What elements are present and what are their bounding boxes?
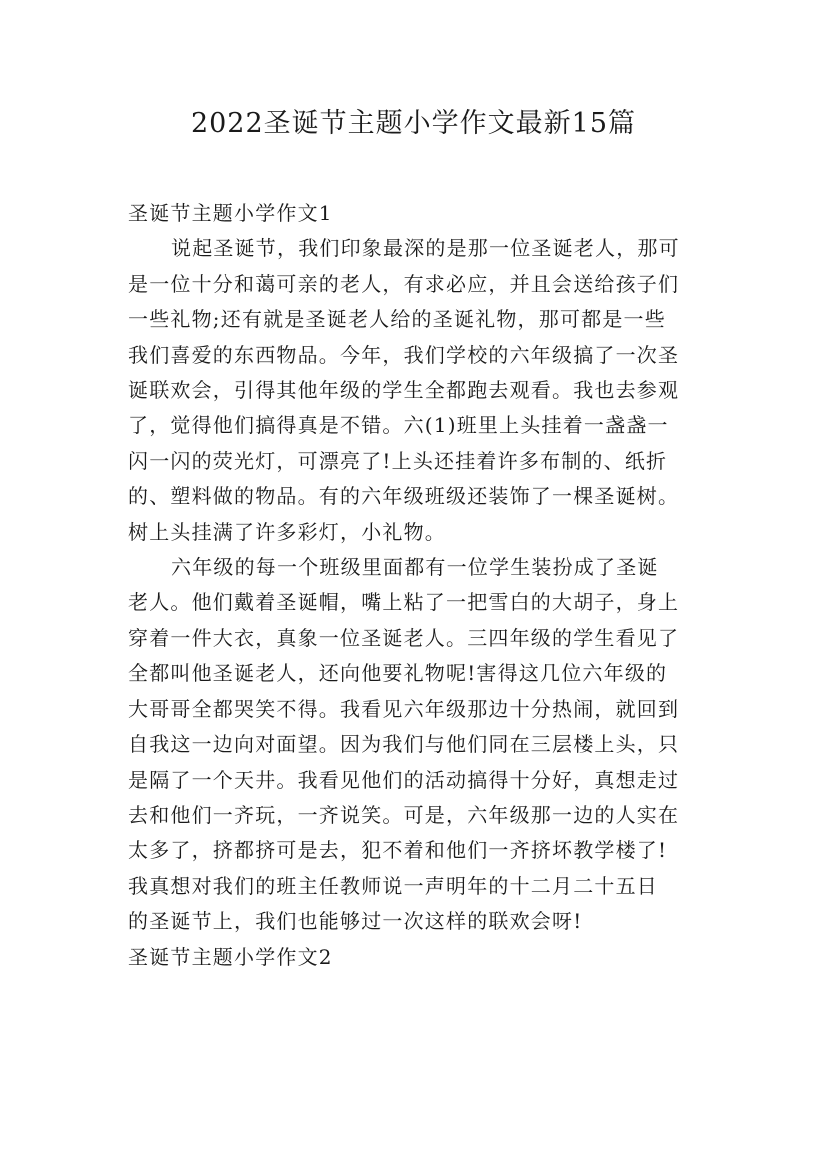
paragraph-line: 一些礼物;还有就是圣诞老人给的圣诞礼物，那可都是一些 (128, 307, 666, 332)
document-body (128, 196, 728, 975)
paragraph-line: 我们喜爱的东西物品。今年，我们学校的六年级搞了一次圣 (128, 342, 680, 367)
paragraph-line: 大哥哥全都哭笑不得。我看见六年级那边十分热闹，就回到 (128, 696, 680, 721)
paragraph-line: 说起圣诞节，我们印象最深的是那一位圣诞老人，那可 (171, 236, 680, 261)
paragraph-line: 我真想对我们的班主任教师说一声明年的十二月二十五日 (128, 873, 658, 898)
paragraph-line: 六年级的每一个班级里面都有一位学生装扮成了圣诞 (171, 555, 659, 580)
paragraph-line: 去和他们一齐玩，一齐说笑。可是，六年级那一边的人实在 (128, 802, 680, 827)
paragraph-line: 树上头挂满了许多彩灯，小礼物。 (128, 519, 446, 544)
paragraph-line: 是一位十分和蔼可亲的老人，有求必应，并且会送给孩子们 (128, 271, 680, 296)
paragraph-line: 诞联欢会，引得其他年级的学生全都跑去观看。我也去参观 (128, 378, 680, 403)
paragraph-line: 太多了，挤都挤可是去，犯不着和他们一齐挤坏教学楼了! (128, 838, 668, 863)
paragraph-line: 穿着一件大衣，真象一位圣诞老人。三四年级的学生看见了 (128, 625, 680, 650)
paragraph-line: 自我这一边向对面望。因为我们与他们同在三层楼上头，只 (128, 732, 680, 757)
section-heading-2: 圣诞节主题小学作文2 (128, 944, 333, 969)
paragraph-line: 是隔了一个天井。我看见他们的活动搞得十分好，真想走过 (128, 767, 680, 792)
paragraph-line: 的圣诞节上，我们也能够过一次这样的联欢会呀! (128, 909, 583, 934)
document-title: 2022圣诞节主题小学作文最新15篇 (190, 108, 637, 139)
paragraph-2 (128, 550, 728, 939)
paragraph-line: 的、塑料做的物品。有的六年级班级还装饰了一棵圣诞树。 (128, 484, 680, 509)
paragraph-line: 了，觉得他们搞得真是不错。六(1)班里上头挂着一盏盏一 (128, 413, 669, 438)
paragraph-line: 老人。他们戴着圣诞帽，嘴上粘了一把雪白的大胡子，身上 (128, 590, 680, 615)
section-heading-1: 圣诞节主题小学作文1 (128, 201, 333, 225)
paragraph-line: 闪一闪的荧光灯，可漂亮了!上头还挂着许多布制的、纸折 (128, 448, 668, 473)
paragraph-line: 全都叫他圣诞老人，还向他要礼物呢!害得这几位六年级的 (128, 661, 668, 686)
paragraph-1 (128, 231, 728, 550)
